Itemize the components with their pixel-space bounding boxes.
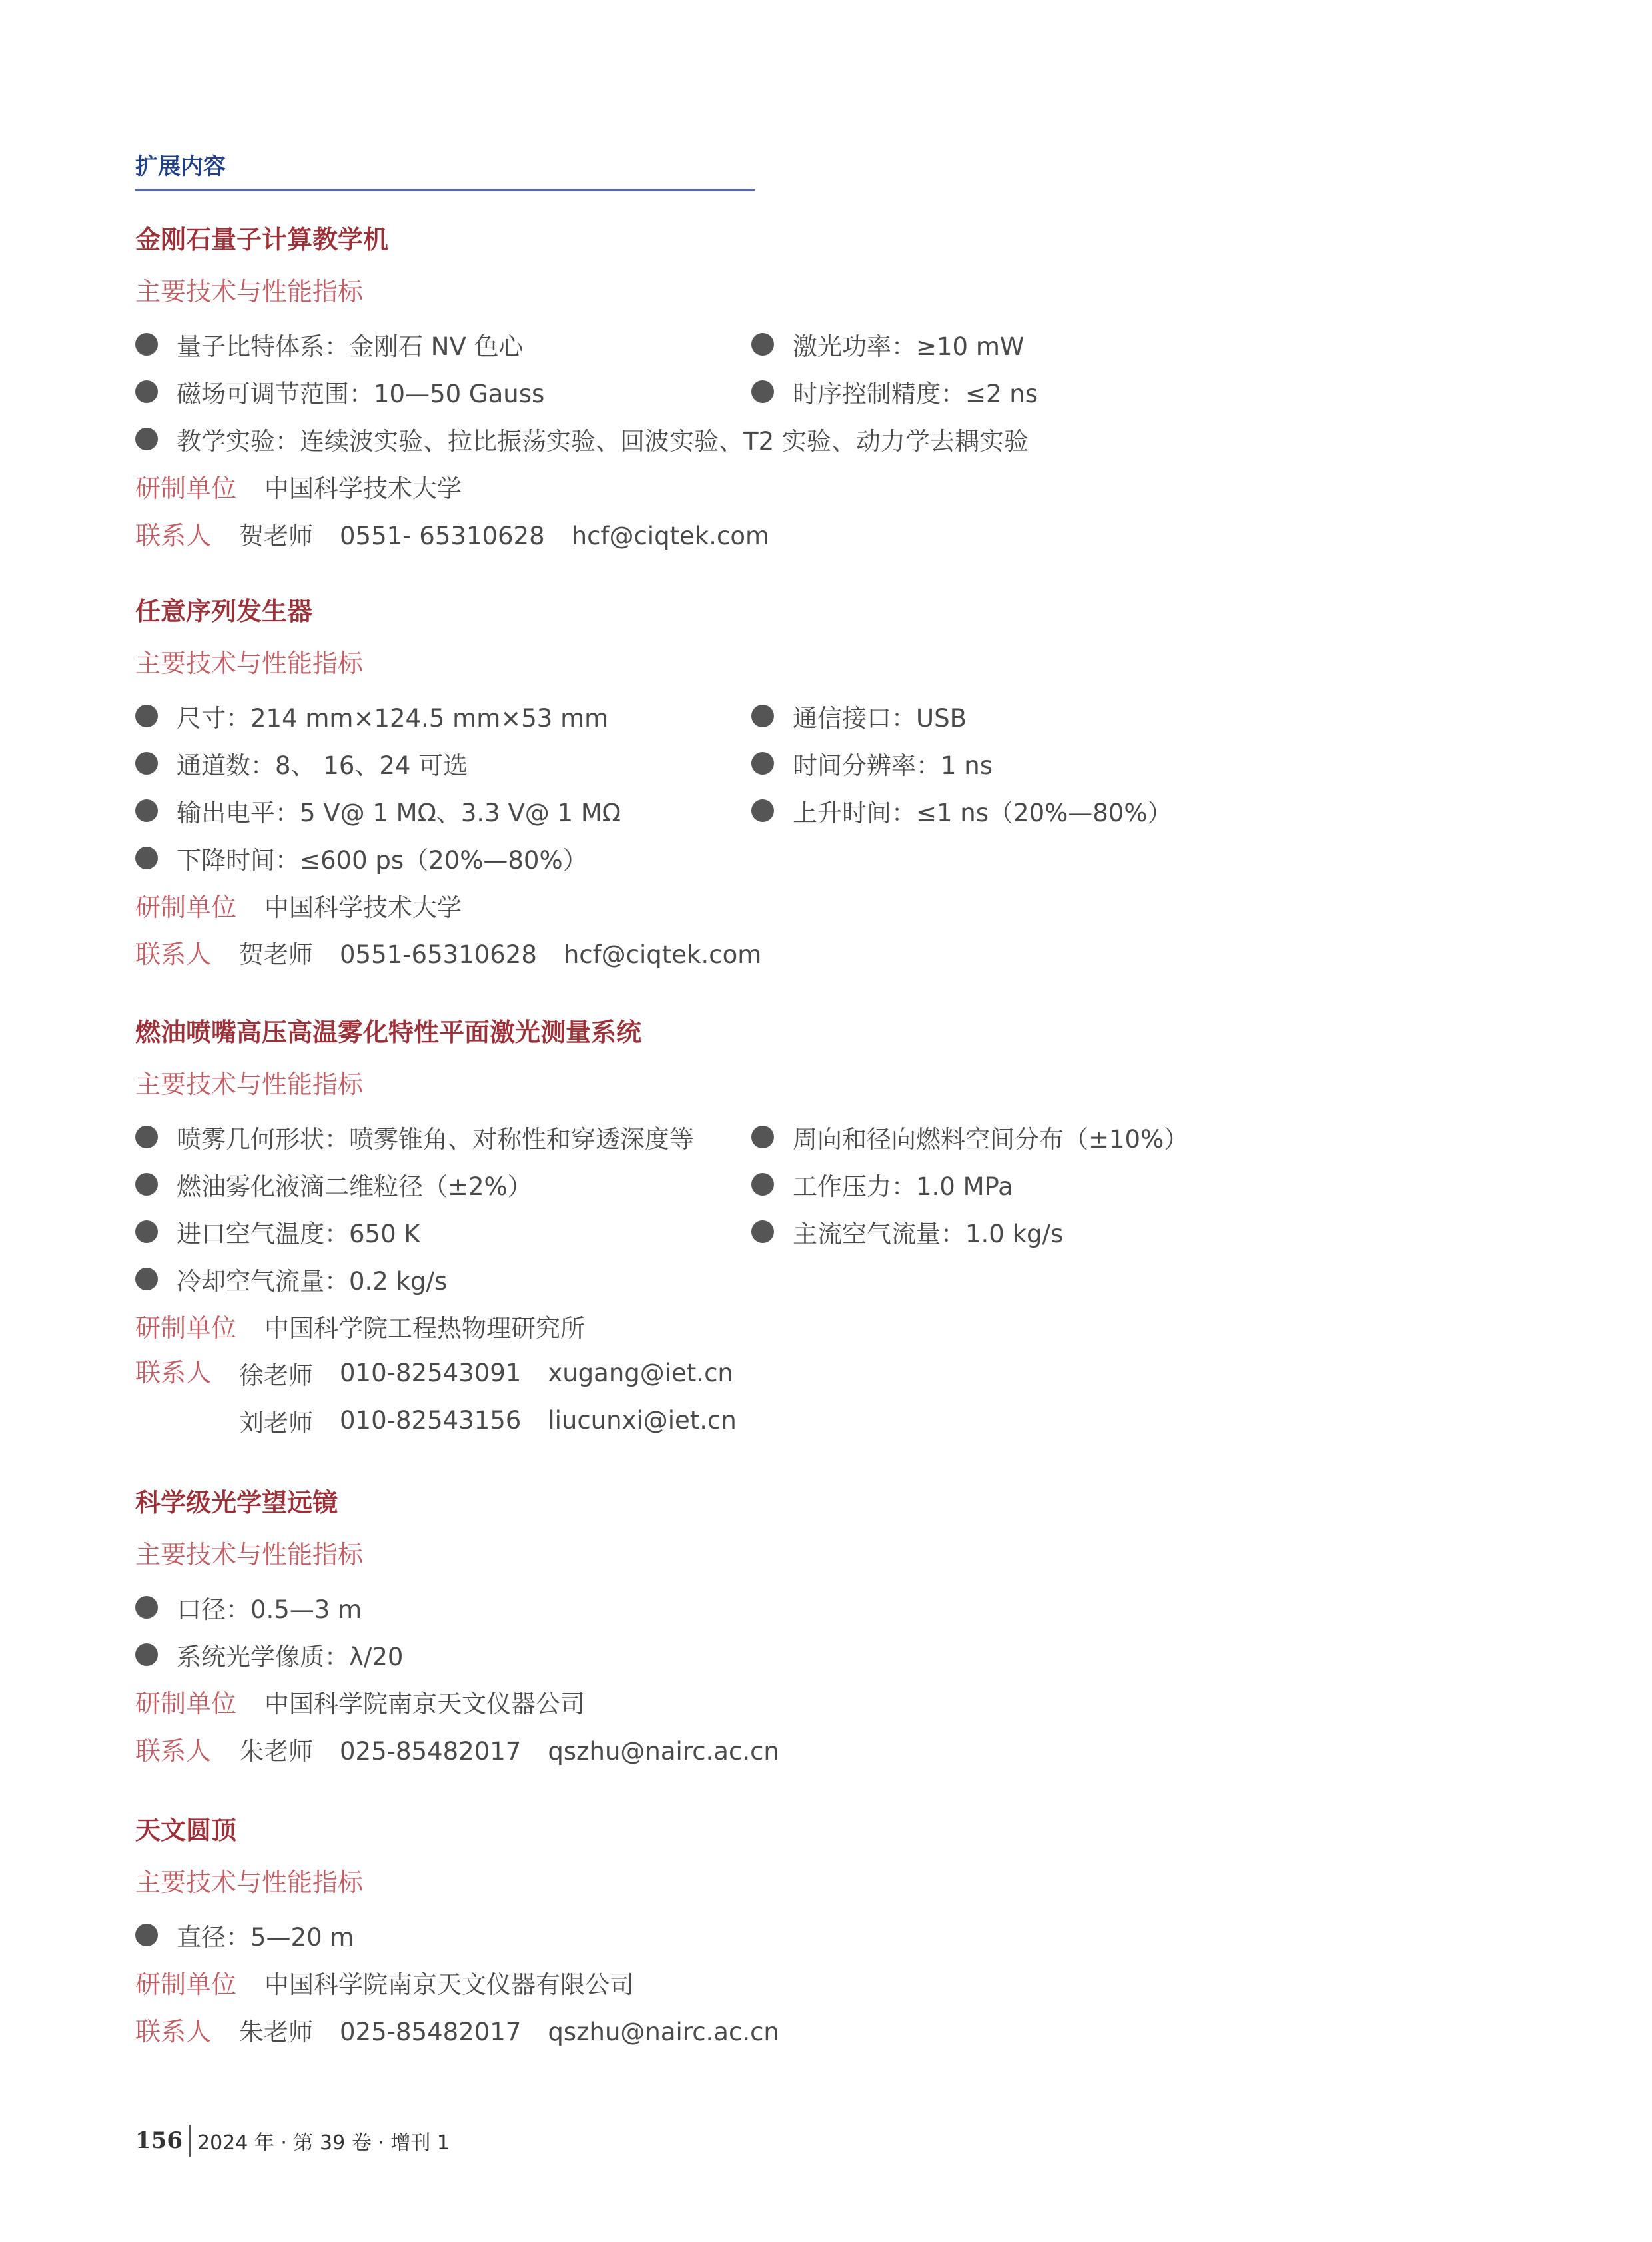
spec-item: 时序控制精度：≤2 ns xyxy=(751,368,1038,415)
section-header xyxy=(135,148,755,191)
org-name: 中国科学院南京天文仪器有限公司 xyxy=(264,1970,635,1999)
spec-item: 燃油雾化液滴二维粒径（±2%） xyxy=(135,1160,532,1208)
section-header-label: 扩展内容 xyxy=(135,153,226,180)
contact-row xyxy=(135,2006,1268,2053)
spec-list xyxy=(135,1911,1268,1958)
spec-row xyxy=(135,1255,1268,1302)
spec-row xyxy=(135,1631,1268,1678)
org-label: 研制单位 xyxy=(135,1313,237,1343)
spec-row xyxy=(135,368,1268,415)
bullet-icon xyxy=(135,1924,158,1946)
spec-list xyxy=(135,1113,1268,1302)
contact-line xyxy=(239,516,769,552)
org-label: 研制单位 xyxy=(135,1970,237,1999)
spec-row xyxy=(135,1160,1268,1208)
contact-name: 贺老师 xyxy=(239,521,314,550)
contact-list xyxy=(239,1349,737,1444)
spec-item: 主流空气流量：1.0 kg/s xyxy=(751,1208,1063,1255)
product-block xyxy=(135,1014,1268,1444)
footer-divider xyxy=(189,2125,191,2157)
contact-phone: 025-85482017 xyxy=(340,2017,522,2046)
spec-item: 冷却空气流量：0.2 kg/s xyxy=(135,1255,447,1302)
spec-item: 工作压力：1.0 MPa xyxy=(751,1160,1013,1208)
spec-row xyxy=(135,692,1268,739)
org-row xyxy=(135,1302,1268,1349)
spec-item: 口径：0.5—3 m xyxy=(135,1583,362,1631)
bullet-icon xyxy=(135,1596,158,1619)
contact-label: 联系人 xyxy=(135,1736,212,1766)
product-title: 燃油喷嘴高压高温雾化特性平面激光测量系统 xyxy=(135,1018,642,1047)
org-name: 中国科学院工程热物理研究所 xyxy=(264,1313,586,1343)
product-title: 科学级光学望远镜 xyxy=(135,1488,338,1517)
contact-email[interactable]: qszhu@nairc.ac.cn xyxy=(548,1736,779,1766)
product-block xyxy=(135,1812,1268,2053)
contact-line xyxy=(239,1731,779,1767)
bullet-icon xyxy=(751,1173,774,1196)
spec-row xyxy=(135,1208,1268,1255)
org-name: 中国科学技术大学 xyxy=(264,474,462,503)
spec-item: 教学实验：连续波实验、拉比振荡实验、回波实验、T2 实验、动力学去耦实验 xyxy=(135,415,1029,462)
bullet-icon xyxy=(135,752,158,775)
org-row xyxy=(135,881,1268,929)
contact-row xyxy=(135,510,1268,557)
spec-item: 喷雾几何形状：喷雾锥角、对称性和穿透深度等 xyxy=(135,1113,694,1160)
contact-phone: 0551- 65310628 xyxy=(340,521,545,550)
contact-name: 徐老师 xyxy=(239,1361,314,1390)
spec-item: 系统光学像质：λ/20 xyxy=(135,1631,403,1678)
spec-list xyxy=(135,692,1268,881)
contact-line xyxy=(239,1397,737,1444)
contact-name: 朱老师 xyxy=(239,1736,314,1766)
spec-item: 输出电平：5 V@ 1 MΩ、3.3 V@ 1 MΩ xyxy=(135,787,621,834)
spec-heading: 主要技术与性能指标 xyxy=(135,277,364,306)
product-block xyxy=(135,1484,1268,1772)
spec-row xyxy=(135,834,1268,881)
spec-item: 周向和径向燃料空间分布（±10%） xyxy=(751,1113,1188,1160)
org-row xyxy=(135,462,1268,510)
contact-name: 刘老师 xyxy=(239,1408,314,1437)
bullet-icon xyxy=(135,333,158,356)
contact-phone: 0551-65310628 xyxy=(340,940,537,969)
contact-email[interactable]: xugang@iet.cn xyxy=(548,1359,733,1387)
spec-item: 时间分辨率：1 ns xyxy=(751,739,993,787)
spec-item: 尺寸：214 mm×124.5 mm×53 mm xyxy=(135,692,608,739)
bullet-icon xyxy=(135,1268,158,1290)
contact-row xyxy=(135,1349,1268,1444)
bullet-icon xyxy=(135,705,158,727)
spec-item: 磁场可调节范围：10—50 Gauss xyxy=(135,368,544,415)
section-header-rule xyxy=(135,189,755,191)
spec-item: 通道数：8、 16、24 可选 xyxy=(135,739,468,787)
contact-label: 联系人 xyxy=(135,1358,212,1387)
spec-list xyxy=(135,320,1268,462)
spec-item: 通信接口：USB xyxy=(751,692,967,739)
contact-email[interactable]: qszhu@nairc.ac.cn xyxy=(548,2017,779,2046)
spec-heading: 主要技术与性能指标 xyxy=(135,1868,364,1897)
page-number: 156 xyxy=(135,2127,183,2154)
org-name: 中国科学院南京天文仪器公司 xyxy=(264,1689,586,1718)
spec-heading: 主要技术与性能指标 xyxy=(135,1070,364,1099)
issue-info: 2024 年 · 第 39 卷 · 增刊 1 xyxy=(197,2131,450,2155)
page-footer xyxy=(135,2125,450,2157)
org-label: 研制单位 xyxy=(135,893,237,922)
contact-label: 联系人 xyxy=(135,521,212,550)
spec-row xyxy=(135,320,1268,368)
contact-line xyxy=(239,2012,779,2048)
bullet-icon xyxy=(751,799,774,822)
spec-row xyxy=(135,787,1268,834)
contact-phone: 010-82543091 xyxy=(340,1359,522,1387)
product-block xyxy=(135,221,1268,557)
spec-item: 激光功率：≥10 mW xyxy=(751,320,1024,368)
bullet-icon xyxy=(135,1643,158,1666)
spec-heading: 主要技术与性能指标 xyxy=(135,649,364,678)
product-title: 金刚石量子计算教学机 xyxy=(135,225,389,254)
spec-row xyxy=(135,415,1268,462)
contact-email[interactable]: hcf@ciqtek.com xyxy=(563,940,762,969)
org-name: 中国科学技术大学 xyxy=(264,893,462,922)
org-row xyxy=(135,1958,1268,2006)
contact-row xyxy=(135,1725,1268,1772)
bullet-icon xyxy=(135,380,158,403)
spec-row xyxy=(135,1113,1268,1160)
contact-name: 贺老师 xyxy=(239,940,314,969)
contact-name: 朱老师 xyxy=(239,2017,314,2046)
bullet-icon xyxy=(135,1173,158,1196)
bullet-icon xyxy=(135,847,158,869)
bullet-icon xyxy=(751,752,774,775)
spec-row xyxy=(135,739,1268,787)
spec-item: 上升时间：≤1 ns（20%—80%） xyxy=(751,787,1172,834)
bullet-icon xyxy=(751,380,774,403)
contact-email[interactable]: hcf@ciqtek.com xyxy=(571,521,770,550)
spec-item: 量子比特体系：金刚石 NV 色心 xyxy=(135,320,524,368)
org-label: 研制单位 xyxy=(135,474,237,503)
contact-phone: 025-85482017 xyxy=(340,1736,522,1766)
bullet-icon xyxy=(751,1126,774,1148)
spec-item: 直径：5—20 m xyxy=(135,1911,354,1958)
bullet-icon xyxy=(135,1126,158,1148)
contact-phone: 010-82543156 xyxy=(340,1406,522,1435)
contact-label: 联系人 xyxy=(135,940,212,969)
bullet-icon xyxy=(751,1220,774,1243)
contact-line xyxy=(239,1349,737,1397)
product-block xyxy=(135,593,1268,976)
bullet-icon xyxy=(135,1220,158,1243)
org-label: 研制单位 xyxy=(135,1689,237,1718)
product-title: 天文圆顶 xyxy=(135,1816,237,1845)
bullet-icon xyxy=(751,705,774,727)
bullet-icon xyxy=(751,333,774,356)
spec-heading: 主要技术与性能指标 xyxy=(135,1540,364,1569)
contact-line xyxy=(239,934,761,970)
spec-item: 下降时间：≤600 ps（20%—80%） xyxy=(135,834,588,881)
bullet-icon xyxy=(135,428,158,450)
spec-list xyxy=(135,1583,1268,1678)
product-title: 任意序列发生器 xyxy=(135,597,313,626)
spec-item: 进口空气温度：650 K xyxy=(135,1208,420,1255)
contact-email[interactable]: liucunxi@iet.cn xyxy=(548,1406,737,1435)
bullet-icon xyxy=(135,799,158,822)
contact-row xyxy=(135,929,1268,976)
org-row xyxy=(135,1678,1268,1725)
spec-row xyxy=(135,1911,1268,1958)
spec-row xyxy=(135,1583,1268,1631)
contact-label: 联系人 xyxy=(135,2017,212,2046)
